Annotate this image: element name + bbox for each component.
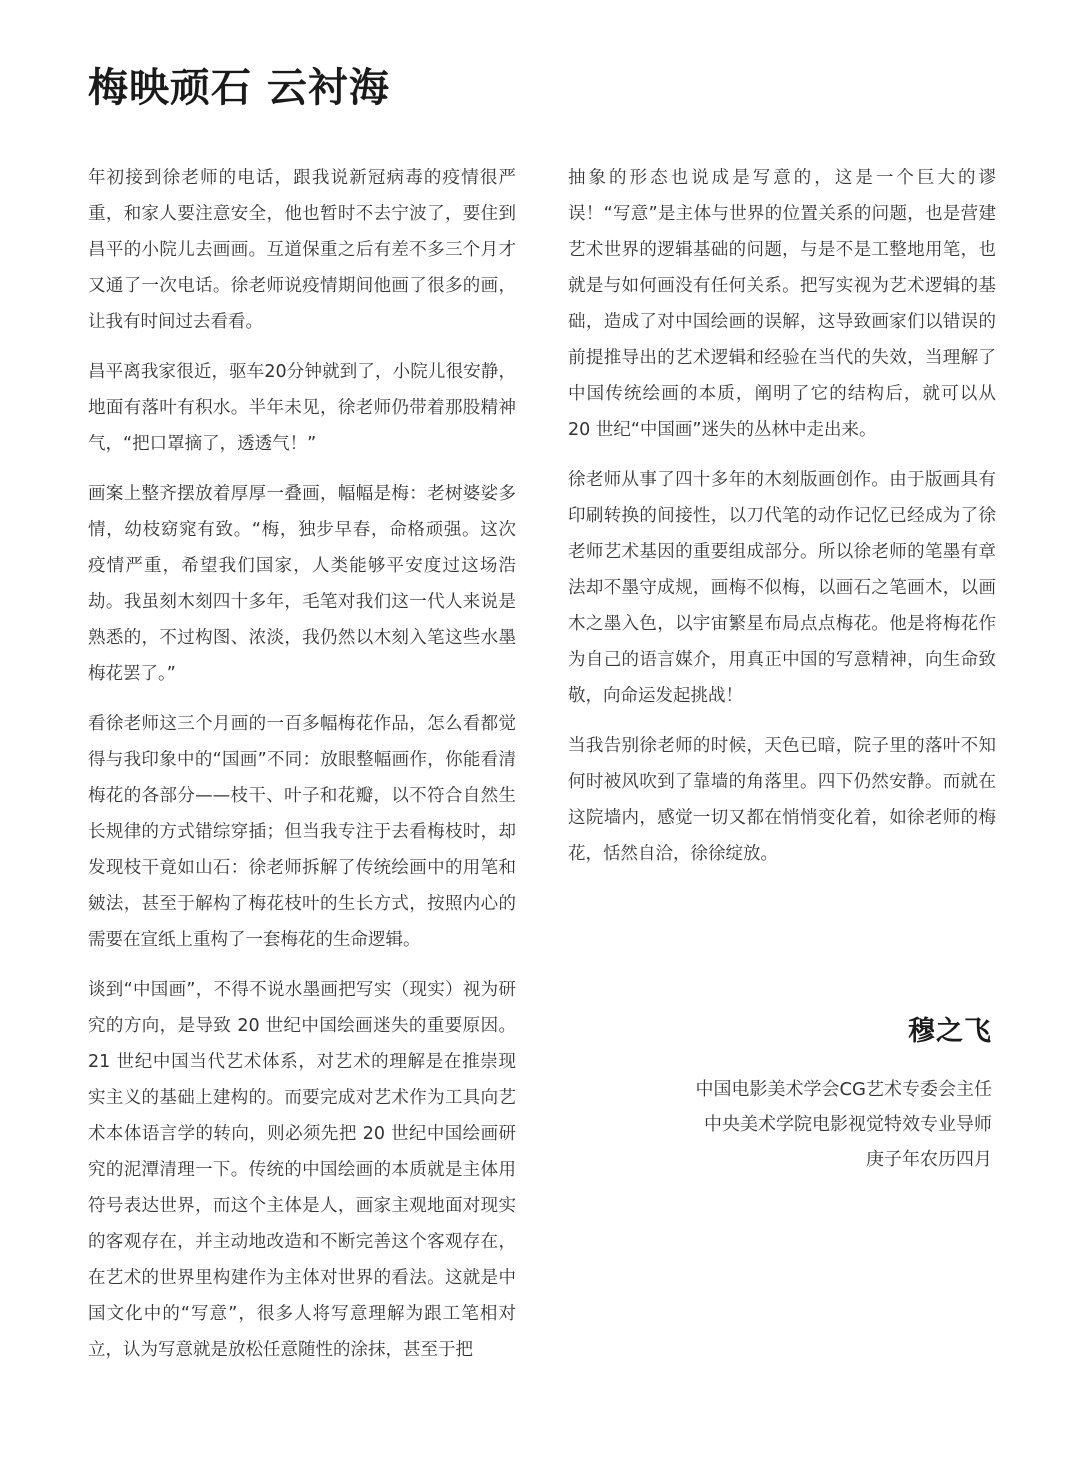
author-title-line: 中央美术学院电影视觉特效专业导师	[704, 1114, 992, 1135]
paragraph: 抽象的形态也说成是写意的，这是一个巨大的谬误！“写意”是主体与世界的位置关系的问题，也是营建艺术世界的逻辑基础的问题，与是不是工整地用笔，也就是与如何画没有任何关系。把写实视为艺术逻辑的基础，造成了对中国绘画的误解，这导致画家们以错误的前提推导出的艺术逻辑和经验在当代的失效，当理解了中国传统绘画的本质，阐明了它的结构后，就可以从 20 世纪“中国画”迷失的丛林中走出来。	[568, 168, 996, 440]
author-name: 穆之飞	[908, 1016, 992, 1047]
paragraph: 画案上整齐摆放着厚厚一叠画，幅幅是梅：老树婆娑多情，幼枝窈窕有致。“梅，独步早春，命格顽强。这次疫情严重，希望我们国家，人类能够平安度过这场浩劫。我虽刻木刻四十多年，毛笔对我们这一代人来说是熟悉的，不过构图、浓淡，我仍然以木刻入笔这些水墨梅花罢了。”	[88, 484, 516, 684]
paragraph: 谈到“中国画”，不得不说水墨画把写实（现实）视为研究的方向，是导致 20 世纪中国绘画迷失的重要原因。21 世纪中国当代艺术体系，对艺术的理解是在推崇现实主义的基础上建构的。而要完成对艺术作为工具向艺术本体语言学的转向，则必须先把 20 世纪中国绘画研究的泥潭清理一下。传统的中国绘画的本质就是主体用符号表达世界，而这个主体是人，画家主观地面对现实的客观存在，并主动地改造和不断完善这个客观存在，在艺术的世界里构建作为主体对世界的看法。这就是中国文化中的“写意”，很多人将写意理解为跟工笔相对立，认为写意就是放松任意随性的涂抹，甚至于把	[88, 980, 516, 1360]
right-text-column	[568, 160, 996, 886]
author-date-line: 庚子年农历四月	[866, 1149, 992, 1170]
paragraph: 当我告别徐老师的时候，天色已暗，院子里的落叶不知何时被风吹到了靠墙的角落里。四下仍然安静。而就在这院墙内，感觉一切又都在悄悄变化着，如徐老师的梅花，恬然自洽，徐徐绽放。	[568, 736, 996, 864]
paragraph: 年初接到徐老师的电话，跟我说新冠病毒的疫情很严重，和家人要注意安全，他也暂时不去宁波了，要住到昌平的小院儿去画画。互道保重之后有差不多三个月才又通了一次电话。徐老师说疫情期间他画了很多的画，让我有时间过去看看。	[88, 168, 516, 332]
article-title: 梅映顽石 云衬海	[88, 65, 390, 111]
left-text-column	[88, 160, 516, 1382]
author-signature	[695, 1010, 992, 1177]
paragraph: 昌平离我家很近，驱车20分钟就到了，小院儿很安静，地面有落叶有积水。半年未见，徐老师仍带着那股精神气，“把口罩摘了，透透气！”	[88, 362, 516, 454]
author-title-line: 中国电影美术学会CG艺术专委会主任	[695, 1079, 992, 1100]
paragraph: 徐老师从事了四十多年的木刻版画创作。由于版画具有印刷转换的间接性，以刀代笔的动作记忆已经成为了徐老师艺术基因的重要组成部分。所以徐老师的笔墨有章法却不墨守成规，画梅不似梅，以画石之笔画木，以画木之墨入色，以宇宙繁星布局点点梅花。他是将梅花作为自己的语言媒介，用真正中国的写意精神，向生命致敬，向命运发起挑战！	[568, 470, 996, 706]
paragraph: 看徐老师这三个月画的一百多幅梅花作品，怎么看都觉得与我印象中的“国画”不同：放眼整幅画作，你能看清梅花的各部分——枝干、叶子和花瓣，以不符合自然生长规律的方式错综穿插；但当我专注于去看梅枝时，却发现枝干竟如山石：徐老师拆解了传统绘画中的用笔和皴法，甚至于解构了梅花枝叶的生长方式，按照内心的需要在宣纸上重构了一套梅花的生命逻辑。	[88, 714, 516, 950]
